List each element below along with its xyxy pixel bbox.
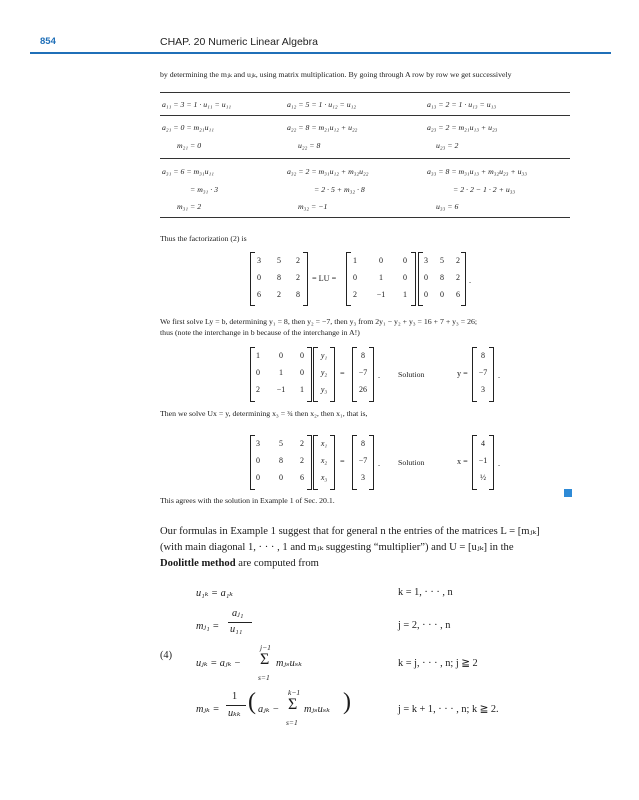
solve-ux-text: Then we solve Ux = y, determining x₃ = ¾ then x₂, then x₁, that is, [160,409,368,418]
doolittle-method-term: Doolittle method [160,558,236,569]
page-number: 854 [40,36,56,47]
table-cell: a₁₂ = 5 = 1 · u₁₂ = u₁₂ [287,100,357,109]
formula-3-sigma: Σ [260,651,270,668]
matrix-u-system: 3 5 2 0 8 2 0 0 6 [250,435,312,490]
table-bottom-rule [160,217,570,218]
vector-y: y₁ y₂ y₃ [313,347,335,402]
formula-2-fraction-bar [228,622,252,623]
table-cell: m₂₁ = 0 [177,141,202,150]
intro-text: by determining the mⱼₖ and uⱼₖ, using matrix multiplication. By going through A row by row we get successively [160,70,512,79]
formula-4-numerator: 1 [232,691,238,702]
factorization-text: Thus the factorization (2) is [160,234,247,243]
formula-4-lhs: mⱼₖ = [196,704,220,715]
formula-2-denominator: u₁₁ [230,624,243,635]
table-cell: = 2 · 5 + m₃₂ · 8 [314,185,365,194]
agree-text: This agrees with the solution in Example 1 of Sec. 20.1. [160,496,335,505]
vector-y-rhs: 8 −7 3 [352,435,374,490]
vector-x: x₁ x₂ x₃ [313,435,335,490]
formula-4-condition: j = k + 1, · · · , n; k ≧ 2. [398,704,499,715]
table-cell: a₂₃ = 2 = m₂₁u₁₃ + u₂₃ [427,123,498,132]
formula-4-fraction-bar [226,705,246,706]
x-equals: x = [457,457,468,466]
formula-2-lhs: mⱼ₁ = [196,621,220,632]
formula-3-lhs: uⱼₖ = aⱼₖ − [196,658,241,669]
header-rule [30,52,611,54]
formula-2-condition: j = 2, · · · , n [398,620,451,631]
table-cell: = 2 · 2 − 1 · 2 + u₃₃ [453,185,516,194]
table-cell: a₂₁ = 0 = m₂₁u₁₁ [162,123,214,132]
formula-1-condition: k = 1, · · · , n [398,587,453,598]
vector-x-solution: 4 −1 ½ [472,435,494,490]
table-cell: u₃₃ = 6 [436,202,459,211]
formula-4-sigma: Σ [288,696,298,713]
table-cell: a₃₁ = 6 = m₃₁u₁₁ [162,167,214,176]
table-rule-1 [160,115,570,116]
matrix-l: 1 0 0 0 1 0 2 −1 1 [346,252,416,306]
table-cell: = m₃₁ · 3 [190,185,219,194]
solution-label-y: Solution [398,370,425,379]
table-cell: a₁₁ = 3 = 1 · u₁₁ = u₁₁ [162,100,232,109]
y-equals: y = [457,369,468,378]
end-of-example-marker [564,489,572,497]
table-cell: m₃₂ = −1 [298,202,328,211]
formula-4-left-paren: ( [248,689,256,715]
table-rule-2 [160,158,570,159]
table-cell: a₃₃ = 8 = m₃₁u₁₃ + m₃₂u₂₃ + u₃₃ [427,167,527,176]
table-cell: a₁₃ = 2 = 1 · u₁₃ = u₁₃ [427,100,497,109]
table-top-rule [160,92,570,93]
formula-3-condition: k = j, · · · , n; j ≧ 2 [398,658,478,669]
solve-ly-text-1: We first solve Ly = b, determining y₁ = 8, then y₂ = −7, then y₃ from 2y₁ − y₂ + y₃ = 16 + 7 + y₃ = 26; [160,317,478,326]
table-cell: m₃₁ = 2 [177,202,202,211]
vector-b: 8 −7 26 [352,347,374,402]
formula-4-denominator: uₖₖ [228,708,241,719]
formula-3-sum-upper: j−1 [260,643,271,652]
formula-4-sum-upper: k−1 [288,688,301,697]
matrix-l-system: 1 0 0 0 1 0 2 −1 1 [250,347,312,402]
vector-y-solution: 8 −7 3 [472,347,494,402]
table-cell: u₂₂ = 8 [298,141,321,150]
table-cell: u₂₃ = 2 [436,141,459,150]
equation-number: (4) [160,650,173,661]
formula-4-inner: aⱼₖ − [258,704,280,715]
table-cell: a₂₂ = 8 = m₂₁u₁₂ + u₂₂ [287,123,358,132]
formula-1: u₁ₖ = a₁ₖ [196,588,234,599]
formula-4-sum-lower: s=1 [286,718,298,727]
table-cell: a₃₂ = 2 = m₃₁u₁₂ + m₃₂u₂₂ [287,167,369,176]
paragraph-line-3: Doolittle method are computed from [160,558,319,569]
formula-4-right-paren: ) [343,689,351,715]
matrix-a: 3 5 2 0 8 2 6 2 8 [250,252,308,306]
chapter-title: CHAP. 20 Numeric Linear Algebra [160,36,318,48]
paragraph-line-2: (with main diagonal 1, · · · , 1 and mⱼₖ suggesting “multiplier”) and U = [uⱼₖ] in the [160,542,514,553]
solution-label-x: Solution [398,458,425,467]
formula-3-term: mⱼₛuₛₖ [276,658,302,669]
formula-4-term: mⱼₛuₛₖ [304,704,330,715]
solve-ly-text-2: thus (note the interchange in b because of the interchange in A!) [160,328,360,337]
formula-3-sum-lower: s=1 [258,673,270,682]
formula-2-numerator: aⱼ₁ [232,608,244,619]
matrix-u: 3 5 2 0 8 2 0 0 6 [418,252,466,306]
lu-equals: = LU = [312,274,337,283]
paragraph-line-1: Our formulas in Example 1 suggest that for general n the entries of the matrices L = [mⱼₖ] [160,526,540,537]
